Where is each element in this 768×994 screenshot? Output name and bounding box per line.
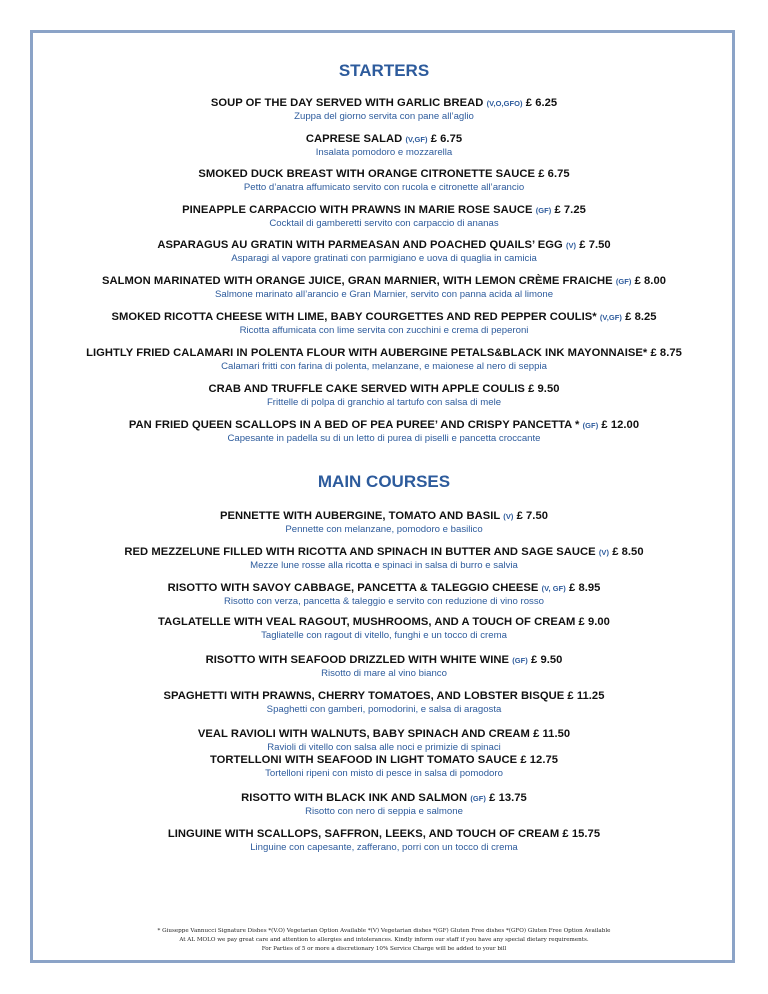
dietary-tag: (GF) (582, 421, 599, 430)
dish-name: SPAGHETTI WITH PRAWNS, CHERRY TOMATOES, AND LOBSTER BISQUE (163, 690, 565, 702)
menu-item (0, 133, 768, 158)
dietary-tag: (V,O,GFO) (486, 99, 523, 108)
dish-name: SALMON MARINATED WITH ORANGE JUICE, GRAN MARNIER, WITH LEMON CRÈME FRAICHE (101, 275, 613, 287)
dish-name: TORTELLONI WITH SEAFOOD IN LIGHT TOMATO SAUCE (209, 754, 518, 766)
dish-price: £ 6.25 (525, 97, 558, 109)
dish-name: PENNETTE WITH AUBERGINE, TOMATO AND BASIL (220, 510, 501, 522)
menu-item-name (0, 690, 768, 702)
dish-price: £ 11.25 (567, 690, 605, 702)
dish-name: SMOKED DUCK BREAST WITH ORANGE CITRONETTE SAUCE (198, 168, 536, 180)
menu-item (0, 754, 768, 779)
menu-item-name (0, 582, 768, 594)
dietary-tag: (V, GF) (541, 584, 566, 593)
menu-item (0, 275, 768, 300)
menu-item-description: Risotto con verza, pancetta & taleggio e servito con reduzione di vino rosso (224, 596, 544, 607)
menu-item-description: Frittelle di polpa di granchio al tartufo con salsa di mele (266, 397, 502, 408)
menu-item (0, 311, 768, 336)
menu-item-description: Capesante in padella su di un letto di purea di piselli e pancetta croccante (227, 433, 541, 444)
dietary-tag: (V) (503, 512, 514, 521)
menu-item (0, 546, 768, 571)
dish-name: CRAB AND TRUFFLE CAKE SERVED WITH APPLE COULIS (208, 383, 525, 395)
menu-item-name (0, 792, 768, 804)
menu-item-description: Risotto di mare al vino bianco (321, 668, 447, 679)
menu-item-description: Linguine con capesante, zafferano, porri con un tocco di crema (250, 842, 518, 853)
dish-price: £ 11.50 (533, 728, 571, 740)
menu-item (0, 728, 768, 753)
menu-item-description: Pennette con melanzane, pomodoro e basilico (285, 524, 483, 535)
footer-allergy-note: At AL MOLO we pay great care and attention to allergies and intolerances. Kindly inform our staff if you have any special dietary requirements. (179, 937, 589, 943)
menu-item-name (0, 754, 768, 766)
dish-name: CAPRESE SALAD (305, 133, 403, 145)
menu-item-name (0, 383, 768, 395)
menu-item (0, 616, 768, 641)
menu-item-name (0, 133, 768, 145)
dietary-tag: (V) (598, 548, 610, 557)
dietary-tag: (GF) (535, 206, 552, 215)
footer-legend: * Giuseppe Vannucci Signature Dishes *(V.O) Vegetarian Option Available *(V) Vegetarian dishes *(GF) Gluten Free dishes *(GFO) Gluten Free Option Available (157, 928, 611, 934)
dish-name: TAGLATELLE WITH VEAL RAGOUT, MUSHROOMS, AND A TOUCH OF CREAM (158, 616, 576, 628)
dish-name: PAN FRIED QUEEN SCALLOPS IN A BED OF PEA PUREE’ AND CRISPY PANCETTA * (128, 419, 580, 431)
dish-name: LIGHTLY FRIED CALAMARI IN POLENTA FLOUR WITH AUBERGINE PETALS&BLACK INK MAYONNAISE* (86, 347, 648, 359)
menu-item-name (0, 728, 768, 740)
dish-name: ASPARAGUS AU GRATIN WITH PARMEASAN AND POACHED QUAILS’ EGG (157, 239, 563, 251)
menu-item-description: Petto d’anatra affumicato servito con rucola e citronette all’arancio (243, 182, 525, 193)
menu-item-description: Spaghetti con gamberi, pomodorini, e salsa di aragosta (266, 704, 502, 715)
menu-item-description: Zuppa del giorno servita con pane all’aglio (294, 111, 474, 122)
dish-name: LINGUINE WITH SCALLOPS, SAFFRON, LEEKS, AND TOUCH OF CREAM (167, 828, 560, 840)
dietary-tag: (GF) (470, 794, 486, 803)
dietary-tag: (GF) (615, 277, 632, 286)
dish-price: £ 12.75 (520, 754, 559, 766)
dish-name: SMOKED RICOTTA CHEESE WITH LIME, BABY COURGETTES AND RED PEPPER COULIS* (111, 311, 597, 323)
menu-item (0, 654, 768, 679)
dish-name: RED MEZZELUNE FILLED WITH RICOTTA AND SPINACH IN BUTTER AND SAGE SAUCE (124, 546, 596, 558)
dish-price: £ 13.75 (489, 792, 527, 804)
dish-price: £ 6.75 (538, 168, 570, 180)
footer-service-charge: For Parties of 5 or more a discretionary 10% Service Charge will be added to your bill (261, 946, 507, 952)
menu-item (0, 792, 768, 817)
dietary-tag: (V,GF) (599, 313, 622, 322)
menu-item (0, 97, 768, 122)
menu-item (0, 347, 768, 372)
menu-item (0, 383, 768, 408)
menu-item-name (0, 311, 768, 323)
menu-item-name (0, 616, 768, 628)
dish-price: £ 8.50 (612, 546, 644, 558)
menu-item (0, 690, 768, 715)
dish-price: £ 8.25 (625, 311, 657, 323)
menu-item (0, 510, 768, 535)
dish-price: £ 9.50 (531, 654, 563, 666)
menu-item-description: Cocktail di gamberetti servito con carpaccio di ananas (269, 218, 499, 229)
dish-price: £ 12.00 (601, 419, 640, 431)
menu-item-name (0, 97, 768, 109)
menu-item-description: Asparagi al vapore gratinati con parmigiano e uova di quaglia in camicia (231, 253, 537, 264)
menu-item (0, 239, 768, 264)
dish-name: RISOTTO WITH SAVOY CABBAGE, PANCETTA & TALEGGIO CHEESE (167, 582, 539, 594)
dish-price: £ 7.50 (579, 239, 611, 251)
dish-price: £ 8.00 (634, 275, 667, 287)
dish-name: PINEAPPLE CARPACCIO WITH PRAWNS IN MARIE ROSE SAUCE (182, 204, 533, 216)
menu-item-name (0, 204, 768, 216)
menu-footer (0, 927, 768, 954)
dish-price: £ 8.75 (650, 347, 682, 359)
dish-name: RISOTTO WITH SEAFOOD DRIZZLED WITH WHITE WINE (205, 654, 510, 666)
dish-price: £ 7.50 (516, 510, 548, 522)
starters-heading: STARTERS (338, 61, 430, 80)
dish-name: SOUP OF THE DAY SERVED WITH GARLIC BREAD (210, 97, 484, 109)
menu-item-name (0, 275, 768, 287)
menu-item-description: Tortelloni ripeni con misto di pesce in salsa di pomodoro (265, 768, 503, 779)
menu-item-name (0, 419, 768, 431)
dietary-tag: (V) (565, 241, 577, 250)
menu-item-name (0, 546, 768, 558)
dish-price: £ 6.75 (430, 133, 463, 145)
menu-item (0, 828, 768, 853)
menu-item-name (0, 828, 768, 840)
dish-price: £ 8.95 (569, 582, 601, 594)
menu-item-description: Ravioli di vitello con salsa alle noci e primizie di spinaci (267, 742, 501, 753)
dish-price: £ 9.00 (578, 616, 610, 628)
menu-item-description: Risotto con nero di seppia e salmone (305, 806, 463, 817)
menu-item-name (0, 168, 768, 180)
menu-item (0, 582, 768, 607)
dish-price: £ 7.25 (554, 204, 586, 216)
menu-item-description: Tagliatelle con ragout di vitello, funghi e un tocco di crema (261, 630, 507, 641)
menu-item-name (0, 347, 768, 359)
menu-item-name (0, 654, 768, 666)
dietary-tag: (V,GF) (405, 135, 428, 144)
menu-item-description: Calamari fritti con farina di polenta, melanzane, e maionese al nero di seppia (221, 361, 547, 372)
menu-item-description: Insalata pomodoro e mozzarella (315, 147, 453, 158)
menu-item-name (0, 239, 768, 251)
dish-price: £ 9.50 (528, 383, 560, 395)
menu-item (0, 204, 768, 229)
dish-name: VEAL RAVIOLI WITH WALNUTS, BABY SPINACH AND CREAM (197, 728, 530, 740)
menu-item-description: Salmone marinato all’arancio e Gran Marnier, servito con panna acida al limone (214, 289, 554, 300)
main-courses-heading: MAIN COURSES (317, 472, 451, 491)
dish-name: RISOTTO WITH BLACK INK AND SALMON (241, 792, 468, 804)
menu-item-name (0, 510, 768, 522)
menu-item-description: Ricotta affumicata con lime servita con zucchini e crema di peperoni (239, 325, 529, 336)
menu-item-description: Mezze lune rosse alla ricotta e spinaci in salsa di burro e salvia (250, 560, 518, 571)
dish-price: £ 15.75 (562, 828, 601, 840)
menu-item (0, 168, 768, 193)
dietary-tag: (GF) (512, 656, 528, 665)
menu-item (0, 419, 768, 444)
